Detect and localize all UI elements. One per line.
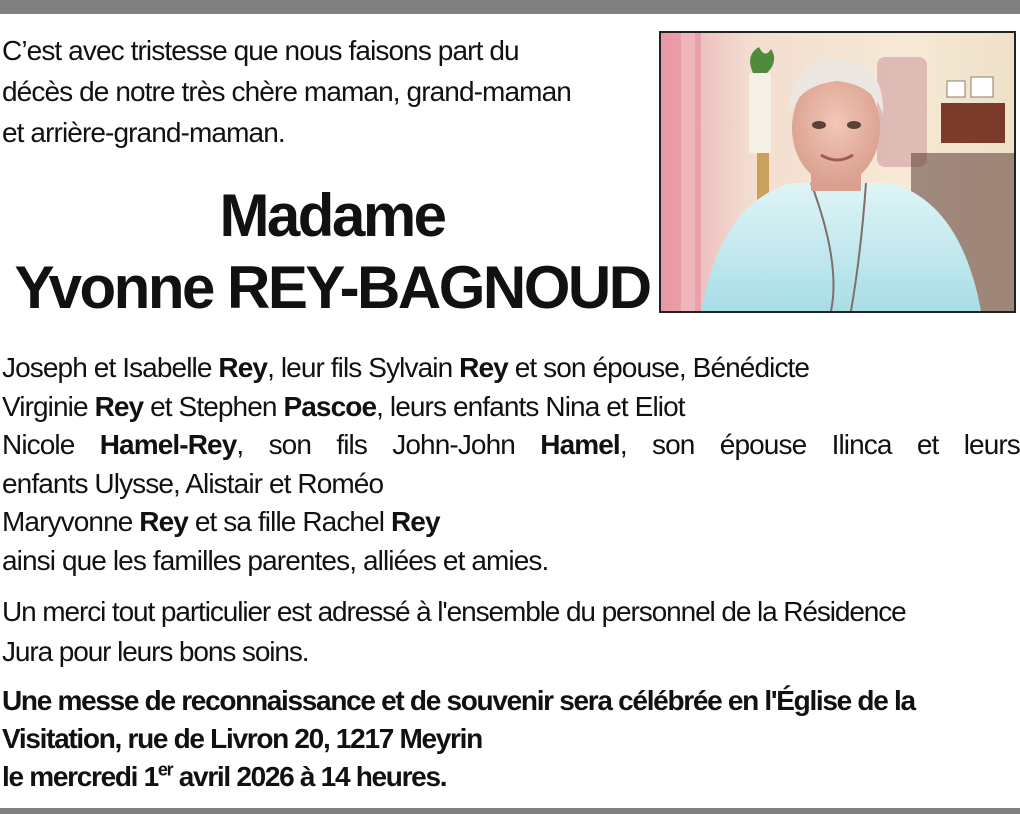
top-rule (0, 0, 1020, 14)
intro-line-1: C’est avec tristesse que nous faisons part du (2, 35, 519, 66)
thanks-line-2: Jura pour leurs bons soins. (2, 636, 309, 667)
surname: Rey (218, 352, 268, 383)
surname: Hamel-Rey (99, 429, 237, 460)
word: Ilinca (831, 429, 892, 460)
word: Nicole (2, 429, 75, 460)
word-group (100, 426, 244, 465)
family-list (2, 349, 1020, 580)
word: son (268, 429, 312, 460)
mass-line-3 (2, 758, 1020, 796)
mass-line-1: Une messe de reconnaissance et de souvenir sera célébrée en l'Église de la (2, 685, 915, 716)
word: John-John (392, 429, 515, 460)
word: , (619, 429, 627, 460)
word: et (916, 429, 939, 460)
text: le mercredi 1 (2, 761, 158, 792)
family-line-5 (2, 503, 1020, 542)
text: Maryvonne (2, 506, 140, 537)
family-line-1 (2, 349, 1020, 388)
text: et Stephen (143, 390, 284, 422)
surname: Rey (139, 506, 188, 537)
surname: Hamel (540, 429, 620, 460)
text: Virginie (2, 390, 95, 422)
surname: Rey (94, 390, 144, 422)
surname: Rey (459, 352, 508, 383)
name-title: Madame (219, 182, 445, 249)
thanks-text (2, 592, 1020, 672)
intro-text (2, 30, 642, 153)
family-line-4: enfants Ulysse, Alistair et Roméo (2, 467, 384, 499)
surname: Rey (390, 506, 440, 537)
surname: Pascoe (283, 390, 377, 422)
intro-line-3: et arrière-grand-maman. (2, 117, 285, 148)
portrait-photo (659, 31, 1016, 313)
word: leurs (963, 429, 1020, 460)
word-group (540, 426, 626, 465)
text: et sa fille Rachel (187, 506, 391, 537)
text: , leurs enfants Nina et Eliot (376, 390, 685, 422)
mass-announcement (2, 682, 1020, 796)
bottom-rule (0, 808, 1020, 814)
name-full: Yvonne REY-BAGNOUD (14, 254, 650, 321)
portrait-illustration (661, 33, 1014, 311)
family-line-2 (2, 388, 1020, 427)
thanks-line-1: Un merci tout particulier est adressé à l'ensemble du personnel de la Résidence (2, 596, 906, 627)
mass-line-2: Visitation, rue de Livron 20, 1217 Meyrin (2, 723, 482, 754)
word: , (236, 429, 244, 460)
word: son (652, 429, 695, 460)
intro-line-2: décès de notre très chère maman, grand-maman (2, 76, 571, 107)
word: épouse (719, 429, 807, 460)
text: et son épouse, Bénédicte (507, 352, 810, 383)
text: Joseph et Isabelle (2, 352, 219, 383)
deceased-name (0, 180, 664, 324)
family-line-6: ainsi que les familles parentes, alliées et amies. (2, 544, 549, 576)
family-line-3 (2, 426, 1020, 465)
ordinal-suffix: er (157, 759, 173, 780)
text: avril 2026 à 14 heures. (172, 761, 447, 792)
text: , leur fils Sylvain (267, 352, 460, 383)
word: fils (336, 429, 367, 460)
